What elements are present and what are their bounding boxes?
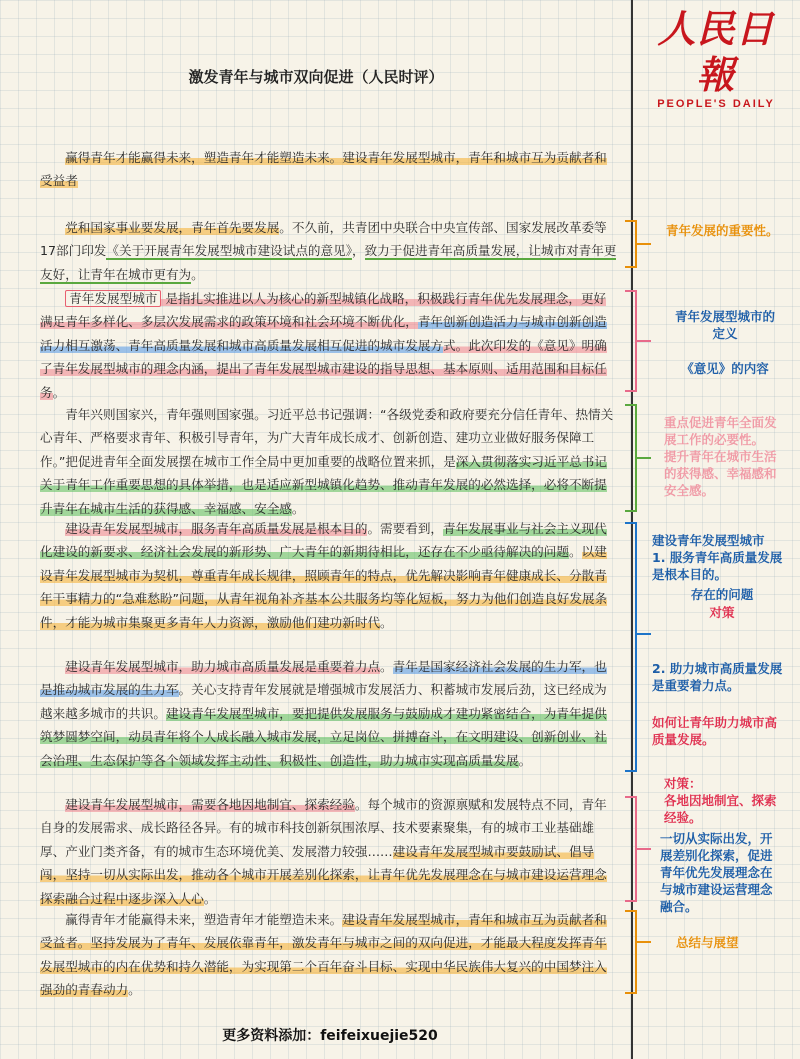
logo-english: PEOPLE'S DAILY	[657, 98, 775, 110]
term-box: 青年发展型城市	[65, 290, 161, 307]
note-importance: 青年发展的重要性。	[666, 223, 779, 238]
highlight-orange: 赢得青年才能赢得未来，塑造青年才能塑造未来。建设青年发展型城市，青年和城市互为贡献者和受益者	[40, 150, 607, 189]
bracket-pink-2	[625, 796, 637, 902]
highlight-blue: 青年创新创造活力与城市创新创造活力相互激荡、青年高质量发展和城市高质量发展相互促进的城市发展方	[40, 314, 607, 353]
highlight-pink: 建设青年发展型城市，助力城市高质量发展是重要着力点	[65, 659, 381, 674]
bracket-tick	[637, 457, 651, 459]
bracket-tick	[637, 941, 651, 943]
underline-green: 《关于开展青年发展型城市建设试点的意见》	[106, 243, 352, 259]
note-necessity: 重点促进青年全面发 展工作的必要性。 提升青年在城市生活 的获得感、幸福感和 安全感。	[664, 415, 777, 498]
note-summary: 总结与展望	[676, 935, 739, 950]
bracket-tick	[637, 340, 651, 342]
note-focus-point: 2. 助力城市高质量发展 是重要着力点。	[652, 661, 783, 693]
highlight-green: 深入贯彻落实习近平总书记关于青年工作重要思想的具体举措，也是适应新型城镇化趋势、推动青年发展的必然选择，必将不断提升青年在城市生活的获得感、幸福感、安全感	[40, 453, 607, 516]
article-title: 激发青年与城市双向促进（人民时评）	[188, 68, 444, 86]
note-problems: 存在的问题	[690, 587, 754, 602]
peoples-daily-logo	[640, 6, 792, 110]
bracket-pink	[625, 290, 637, 392]
footer-contact: 更多资料添加：feifeixuejie520	[222, 1028, 438, 1044]
paragraph-4: 青年兴则国家兴，青年强则国家强。习近平总书记强调：“各级党委和政府要充分信任青年、热情关心青年、严格要求青年、积极引导青年，为广大青年成长成才、创新创造、建功立业做好服务保障工作。”把促进青年全面发展摆在城市工作全局中更加重要的战略位置来抓，是深入贯彻落实习近平总书记关于青年工作重要思想的具体举措，也是适应新型城镇化趋势、推动青年发展的必然选择，必将不断提升青年在城市生活的获得感、幸福感、安全感。	[40, 407, 614, 516]
bracket-orange-2	[625, 910, 637, 994]
note-opinion-content: 《意见》的内容	[681, 361, 769, 376]
highlight-orange: 建设青年发展型城市要鼓励试、倡导闯，坚持一切从实际出发，推动各个城市开展差别化探索，让青年优先发展理念在与城市建设运营理念探索融合过程中逐步深入人心	[40, 843, 607, 906]
paragraph-7: 建设青年发展型城市，需要各地因地制宜、探索经验。每个城市的资源禀赋和发展特点不同，青年自身的发展需求、成长路径各异。有的城市科技创新氛围浓厚、技术要素聚集，有的城市工业基础雄厚、产业门类齐备，有的城市生态环境优美、发展潜力较强……建设青年发展型城市要鼓励试、倡导闯，坚持一切从实际出发，推动各个城市开展差别化探索，让青年优先发展理念在与城市建设运营理念探索融合过程中逐步深入人心。	[40, 797, 607, 906]
note-local-measures: 对策： 各地因地制宜、探索 经验。	[664, 776, 777, 825]
highlight-green: 青年发展事业与社会主义现代化建设的新要求、经济社会发展的新形势、广大青年的新期待相比，还存在不少亟待解决的问题	[40, 521, 607, 560]
note-countermeasures: 对策	[709, 605, 735, 620]
paragraph-5: 建设青年发展型城市，服务青年高质量发展是根本目的。需要看到，青年发展事业与社会主义现代化建设的新要求、经济社会发展的新形势、广大青年的新期待相比，还存在不少亟待解决的问题。以建设青年发展型城市为契机，尊重青年成长规律，照顾青年的特点，优先解决影响青年健康成长、分散青年干事精力的“急难愁盼”问题，从青年视角补齐基本公共服务均等化短板，努力为他们创造良好发展条件，才能为城市集聚更多青年人力资源，激励他们建功新时代。	[40, 521, 608, 630]
bracket-tick	[637, 633, 651, 635]
bracket-green	[625, 404, 637, 512]
bracket-tick	[637, 243, 651, 245]
paragraph-2: 党和国家事业要发展，青年首先要发展。不久前，共青团中央联合中央宣传部、国家发展改革委等17部门印发《关于开展青年发展型城市建设试点的意见》，致力于促进青年高质量发展，让城市对青年更友好，让青年在城市更有为。	[40, 220, 617, 282]
paragraph-3: 青年发展型城市 是指扎实推进以人为核心的新型城镇化战略，积极践行青年优先发展理念，更好满足青年多样化、多层次发展需求的政策环境和社会环境不断优化，青年创新创造活力与城市创新创造活力相互激荡、青年高质量发展和城市高质量发展相互促进的城市发展方式。此次印发的《意见》明确了青年发展型城市的理念内涵，提出了青年发展型城市建设的指导思想、基本原则、适用范围和目标任务。	[40, 291, 607, 400]
underline-green: 致力于促进青年高质量发展，让城市对青年更友好，让青年在城市更有为	[40, 243, 617, 282]
highlight-orange: 以建设青年发展型城市为契机，尊重青年成长规律，照顾青年的特点，优先解决影响青年健康成长、分散青年干事精力的“急难愁盼”问题，从青年视角补齐基本公共服务均等化短板，努力为他们创造良好发展条件，才能为城市集聚更多青年人力资源，激励他们建功新时代	[40, 544, 608, 630]
note-differentiation: 一切从实际出发，开 展差别化探索，促进 青年优先发展理念在 与城市建设运营理念 融合。	[660, 831, 773, 914]
highlight-pink: 是指扎实推进以人为核心的新型城镇化战略，积极践行青年优先发展理念，更好满足青年多样化、多层次发展需求的政策环境和社会环境不断优化，	[40, 291, 607, 330]
paragraph-intro	[40, 146, 618, 193]
paragraph-6: 建设青年发展型城市，助力城市高质量发展是重要着力点。青年是国家经济社会发展的生力军，也是推动城市发展的生力军。关心支持青年发展就是增强城市发展活力、积蓄城市发展后劲，这已经成为越来越多城市的共识。建设青年发展型城市，要把提供发展服务与鼓励成才建功紧密结合，为青年提供筑梦圆梦空间，动员青年将个人成长融入城市发展，立足岗位、拼搏奋斗，在文明建设、创新创业、社会治理、生态保护等各个领域发挥主动性、积极性、创造性，助力城市实现高质量发展。	[40, 659, 607, 768]
highlight-blue: 青年是国家经济社会发展的生力军，也是推动城市发展的生力军	[40, 659, 607, 698]
note-how-youth-help: 如何让青年助力城市高 质量发展。	[652, 715, 778, 747]
note-definition: 青年发展型城市的 定义	[674, 309, 775, 341]
highlight-pink: 建设青年发展型城市，服务青年高质量发展是根本目的	[65, 521, 368, 536]
bracket-tick	[637, 848, 651, 850]
highlight-orange: 党和国家事业要发展，青年首先要发展	[65, 220, 280, 235]
note-purpose: 建设青年发展型城市 1. 服务青年高质量发展 是根本目的。	[652, 533, 783, 582]
bracket-orange-1	[625, 220, 637, 268]
highlight-orange: 建设青年发展型城市，青年和城市互为贡献者和受益者。坚持发展为了青年、发展依靠青年，激发青年与城市之间的双向促进，才能最大程度发挥青年发展型城市的内在优势和持久潜能，为实现第二个百年奋斗目标、实现中华民族伟大复兴的中国梦注入强劲的青春动力	[40, 912, 607, 998]
highlight-pink: 建设青年发展型城市，需要各地因地制宜、探索经验	[65, 797, 355, 812]
bracket-blue	[625, 522, 637, 772]
highlight-green: 建设青年发展型城市，要把提供发展服务与鼓励成才建功紧密结合，为青年提供筑梦圆梦空间，动员青年将个人成长融入城市发展，立足岗位、拼搏奋斗，在文明建设、创新创业、社会治理、生态保护等各个领域发挥主动性、积极性、创造性，助力城市实现高质量发展	[40, 705, 607, 768]
highlight-pink: 式。此次印发的《意见》明确了青年发展型城市的理念内涵，提出了青年发展型城市建设的指导思想、基本原则、适用范围和目标任务	[40, 337, 607, 400]
paragraph-conclusion: 赢得青年才能赢得未来，塑造青年才能塑造未来。建设青年发展型城市，青年和城市互为贡献者和受益者。坚持发展为了青年、发展依靠青年，激发青年与城市之间的双向促进，才能最大程度发挥青年发展型城市的内在优势和持久潜能，为实现第二个百年奋斗目标、实现中华民族伟大复兴的中国梦注入强劲的青春动力。	[40, 912, 607, 998]
logo-chinese: 人民日報	[657, 6, 775, 97]
